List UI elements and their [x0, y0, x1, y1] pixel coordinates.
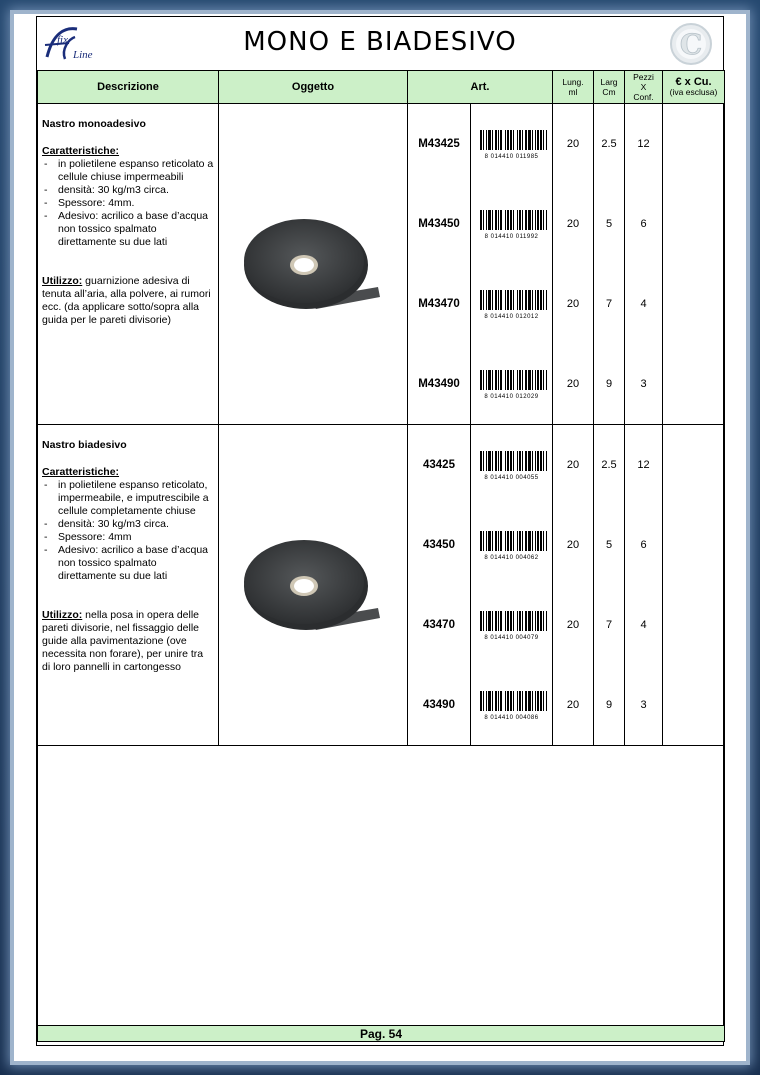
article-code: 43450	[408, 505, 471, 585]
lung-value: 20	[553, 585, 594, 665]
larg-value: 7	[594, 585, 625, 665]
header-row	[38, 71, 725, 104]
col-larg: Larg Cm	[594, 71, 625, 104]
barcode-number: 8 014410 011985	[484, 154, 539, 160]
logo-fix: fix	[57, 34, 68, 46]
product-table	[37, 70, 725, 1042]
product-description	[38, 425, 219, 746]
pezzi-value: 12	[625, 104, 663, 185]
barcode	[471, 184, 553, 264]
feature-item: - Spessore: 4mm	[42, 531, 214, 544]
lung-value: 20	[553, 344, 594, 425]
pezzi-value: 3	[625, 344, 663, 425]
tape-roll-image	[238, 207, 388, 317]
lung-value: 20	[553, 665, 594, 746]
col-lung: Lung. ml	[553, 71, 594, 104]
lung-value: 20	[553, 425, 594, 506]
pezzi-value: 12	[625, 425, 663, 506]
paper	[14, 14, 746, 1061]
col-descrizione: Descrizione	[38, 71, 219, 104]
article-code: 43470	[408, 585, 471, 665]
lung-value: 20	[553, 264, 594, 344]
barcode	[471, 104, 553, 185]
footer-row	[38, 1026, 725, 1042]
price-value	[663, 344, 725, 425]
barcode	[471, 665, 553, 746]
article-code: M43490	[408, 344, 471, 425]
feature-item: - in polietilene espanso reticolato a cellule chiuse impermeabili	[42, 158, 214, 184]
barcode-number: 8 014410 011992	[484, 234, 539, 240]
article-code: 43425	[408, 425, 471, 506]
feature-item: - Adesivo: acrilico a base d’acqua non tossico spalmato direttamente su due lati	[42, 210, 214, 249]
catalog-sheet	[36, 16, 724, 1046]
product-body	[38, 104, 725, 746]
larg-value: 5	[594, 505, 625, 585]
tape-roll-image	[238, 528, 388, 638]
pezzi-value: 4	[625, 585, 663, 665]
barcode-number: 8 014410 004062	[484, 555, 539, 561]
feature-item: - densità: 30 kg/m3 circa.	[42, 184, 214, 197]
barcode	[471, 344, 553, 425]
barcode-number: 8 014410 004086	[484, 715, 539, 721]
page-number: Pag. 54	[38, 1026, 725, 1042]
lung-value: 20	[553, 104, 594, 185]
feature-item: - Adesivo: acrilico a base d’acqua non tossico spalmato direttamente su due lati	[42, 544, 214, 583]
category-c-badge	[669, 22, 713, 66]
larg-value: 2.5	[594, 104, 625, 185]
article-code: 43490	[408, 665, 471, 746]
larg-value: 2.5	[594, 425, 625, 506]
lung-value: 20	[553, 505, 594, 585]
article-code: M43450	[408, 184, 471, 264]
header	[37, 17, 723, 71]
price-value	[663, 425, 725, 506]
product-row	[38, 104, 725, 185]
features-label: Caratteristiche:	[42, 145, 120, 157]
barcode-number: 8 014410 012029	[484, 394, 539, 400]
price-value	[663, 184, 725, 264]
product-description	[38, 104, 219, 425]
article-code: M43425	[408, 104, 471, 185]
logo-line: Line	[73, 49, 93, 61]
empty-area	[38, 746, 725, 1026]
badge-letter: C	[679, 28, 703, 61]
usage-text: Utilizzo: guarnizione adesiva di tenuta all’aria, alla polvere, ai rumori ecc. (da applicare sotto/sopra alla guida per le pareti divisorie)	[42, 275, 211, 326]
product-name: Nastro monoadesivo	[42, 118, 146, 130]
features-label: Caratteristiche:	[42, 466, 120, 478]
barcode-number: 8 014410 012012	[484, 314, 539, 320]
pezzi-value: 4	[625, 264, 663, 344]
larg-value: 5	[594, 184, 625, 264]
product-image-cell	[219, 104, 408, 425]
product-image-cell	[219, 425, 408, 746]
col-prezzo: € x Cu. (iva esclusa)	[663, 71, 725, 104]
product-name: Nastro biadesivo	[42, 439, 127, 451]
col-oggetto: Oggetto	[219, 71, 408, 104]
feature-item: - Spessore: 4mm.	[42, 197, 214, 210]
price-value	[663, 505, 725, 585]
price-value	[663, 104, 725, 185]
barcode-number: 8 014410 004055	[484, 475, 539, 481]
larg-value: 9	[594, 665, 625, 746]
price-value	[663, 585, 725, 665]
price-value	[663, 665, 725, 746]
feature-item: - in polietilene espanso reticolato, impermeabile, e imputrescibile a cellule completamente chiuse	[42, 479, 214, 518]
product-row	[38, 425, 725, 506]
barcode	[471, 264, 553, 344]
larg-value: 7	[594, 264, 625, 344]
pezzi-value: 6	[625, 184, 663, 264]
barcode	[471, 585, 553, 665]
page-title: MONO E BIADESIVO	[243, 27, 517, 57]
article-code: M43470	[408, 264, 471, 344]
barcode	[471, 505, 553, 585]
col-pezzi: Pezzi X Conf.	[625, 71, 663, 104]
feature-item: - densità: 30 kg/m3 circa.	[42, 518, 214, 531]
barcode-number: 8 014410 004079	[484, 635, 539, 641]
pezzi-value: 3	[625, 665, 663, 746]
price-value	[663, 264, 725, 344]
col-art: Art.	[408, 71, 553, 104]
larg-value: 9	[594, 344, 625, 425]
usage-text: Utilizzo: nella posa in opera delle pareti divisorie, nel fissaggio delle guide alla pavimentazione (ove necessita non forare), per unire tra di loro pannelli in cartongesso	[42, 609, 204, 673]
barcode	[471, 425, 553, 506]
pezzi-value: 6	[625, 505, 663, 585]
lung-value: 20	[553, 184, 594, 264]
